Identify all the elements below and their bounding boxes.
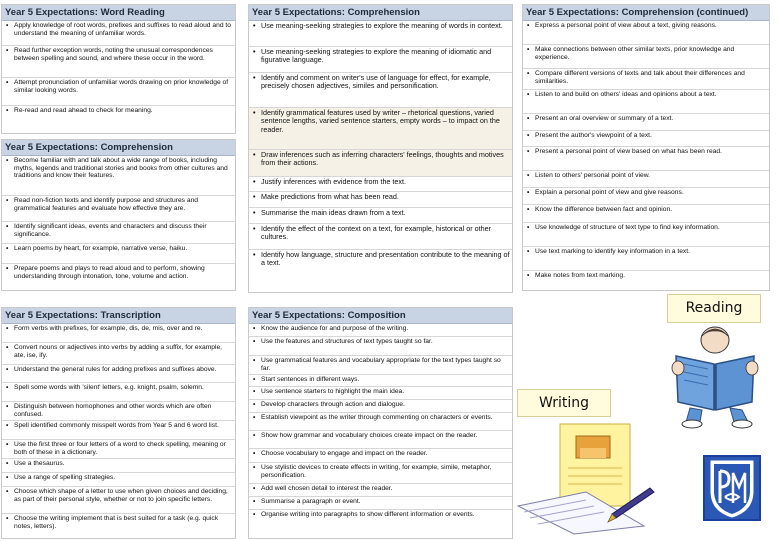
comprehension-left-panel — [1, 139, 236, 291]
list-item: • Re-read and read ahead to check for meaning. — [6, 107, 153, 114]
list-item: • Form verbs with prefixes, for example, dis, de, mis, over and re. — [2, 324, 235, 343]
list-item: • Prepare poems and plays to read aloud and to perform, showing understanding through intonation, tone, volume and action. — [6, 265, 205, 280]
list-item: • Identify the effect of the context on a text, for example, historical or other cultures. — [249, 224, 512, 250]
list-item: • Use knowledge of structure of text type to find key information. — [523, 223, 769, 247]
list-item: • Choose the writing implement that is best suited for a task (e.g. quick notes, letters). — [6, 515, 219, 530]
word-reading-list — [2, 21, 235, 132]
school-crest-icon — [703, 455, 761, 521]
list-item: • Add well chosen detail to interest the reader. — [249, 484, 512, 497]
list-item: • Use the features and structures of text types taught so far. — [249, 337, 512, 356]
list-item: • Make notes from text marking. — [527, 272, 625, 279]
list-item: • Understand the general rules for adding prefixes and suffixes above. — [2, 365, 235, 383]
transcription-panel — [1, 307, 236, 539]
composition-panel — [248, 307, 513, 539]
list-item: • Use a range of spelling strategies. — [2, 473, 235, 487]
list-item: • Choose vocabulary to engage and impact on the reader. — [249, 449, 512, 463]
list-item: • Compare different versions of texts and talk about their differences and similarities. — [523, 69, 769, 90]
list-item: • Present an oral overview or summary of a text. — [523, 114, 769, 131]
list-item: • Attempt pronunciation of unfamiliar words drawing on prior knowledge of similar looking words. — [2, 78, 235, 106]
list-item: • Know the difference between fact and opinion. — [523, 205, 769, 223]
comprehension-continued-panel — [522, 4, 770, 291]
list-item: • Express a personal point of view about a text, giving reasons. — [523, 21, 769, 45]
list-item: • Spell identified commonly misspelt words from Year 5 and 6 word list. — [2, 421, 235, 440]
list-item: • Distinguish between homophones and other words which are often confused. — [2, 402, 235, 421]
comprehension-left-title: Year 5 Expectations: Comprehension — [2, 140, 235, 156]
list-item: • Read non-fiction texts and identify purpose and structures and grammatical features and evaluate how effective they are. — [2, 196, 235, 222]
list-item: • Start sentences in different ways. — [249, 375, 512, 387]
list-item: • Use grammatical features and vocabulary appropriate for the text types taught so far. — [249, 356, 512, 375]
list-item: • Choose which shape of a letter to use when given choices and deciding, as part of their personal style, whether or not to join specific letters. — [2, 487, 235, 514]
list-item: • Summarise the main ideas drawn from a text. — [249, 208, 512, 224]
list-item: • Use stylistic devices to create effects in writing, for example, simile, metaphor, personification. — [249, 463, 512, 484]
comprehension-title: Year 5 Expectations: Comprehension — [249, 5, 512, 21]
list-item: • Identify how language, structure and presentation contribute to the meaning of a text. — [253, 250, 510, 268]
word-reading-title: Year 5 Expectations: Word Reading — [2, 5, 235, 21]
word-reading-panel — [1, 4, 236, 134]
list-item: • Draw inferences such as inferring characters' feelings, thoughts and motives from their actions. — [249, 150, 512, 177]
list-item: • Apply knowledge of root words, prefixes and suffixes to read aloud and to understand the meaning of unfamiliar words. — [2, 21, 235, 46]
list-item: • Use sentence starters to highlight the main idea. — [249, 387, 512, 400]
list-item: • Use a thesaurus. — [2, 459, 235, 473]
list-item: • Summarise a paragraph or event. — [249, 497, 512, 510]
list-item: • Identify and comment on writer's use of language for effect, for example, precisely chosen adjectives, similes and personification. — [249, 73, 512, 108]
list-item: • Use meaning-seeking strategies to explore the meaning of words in context. — [249, 21, 512, 47]
list-item: • Listen to others' personal point of view. — [523, 171, 769, 188]
list-item: • Know the audience for and purpose of the writing. — [249, 324, 512, 337]
list-item: • Present the author's viewpoint of a text. — [523, 131, 769, 147]
composition-title: Year 5 Expectations: Composition — [249, 308, 512, 324]
list-item: • Convert nouns or adjectives into verbs by adding a suffix, for example, ate, ise, ify. — [2, 343, 235, 365]
list-item: • Explain a personal point of view and give reasons. — [523, 188, 769, 205]
list-item: • Read further exception words, noting the unusual correspondences between spelling and sound, and where these occur in the word. — [2, 46, 235, 78]
list-item: • Make connections between other similar texts, prior knowledge and experience. — [523, 45, 769, 69]
reading-label: Reading — [667, 294, 761, 323]
list-item: • Use the first three or four letters of a word to check spelling, meaning or both of these in a dictionary. — [2, 440, 235, 459]
comprehension-panel — [248, 4, 513, 293]
list-item: • Use meaning-seeking strategies to explore the meaning of idiomatic and figurative language. — [249, 47, 512, 73]
list-item: • Justify inferences with evidence from the text. — [249, 177, 512, 192]
child-reading-book-icon — [670, 322, 766, 430]
list-item: • Make predictions from what has been read. — [249, 192, 512, 208]
list-item: • Become familiar with and talk about a wide range of books, including myths, legends and traditional stories and books from other cultures and traditions and know their features. — [2, 156, 235, 196]
list-item: • Listen to and build on others' ideas and opinions about a text. — [523, 90, 769, 114]
list-item: • Establish viewpoint as the writer through commenting on characters or events. — [249, 413, 512, 431]
list-item: • Identify grammatical features used by writer – rhetorical questions, varied sentence lengths, varied sentence starters, empty words – to impact on the reader. — [249, 108, 512, 150]
transcription-title: Year 5 Expectations: Transcription — [2, 308, 235, 324]
list-item: • Use text marking to identify key information in a text. — [523, 247, 769, 271]
pen-and-paper-icon — [516, 418, 656, 536]
list-item: • Present a personal point of view based on what has been read. — [523, 147, 769, 171]
writing-label: Writing — [517, 389, 611, 417]
list-item: • Spell some words with 'silent' letters, e.g. knight, psalm, solemn. — [2, 383, 235, 402]
comprehension-continued-title: Year 5 Expectations: Comprehension (continued) — [523, 5, 769, 21]
list-item: • Organise writing into paragraphs to show different information or events. — [253, 511, 475, 518]
list-item: • Show how grammar and vocabulary choices create impact on the reader. — [249, 431, 512, 449]
list-item: • Identify significant ideas, events and characters and discuss their significance. — [2, 222, 235, 244]
list-item: • Develop characters through action and dialogue. — [249, 400, 512, 413]
list-item: • Learn poems by heart, for example, narrative verse, haiku. — [2, 244, 235, 264]
